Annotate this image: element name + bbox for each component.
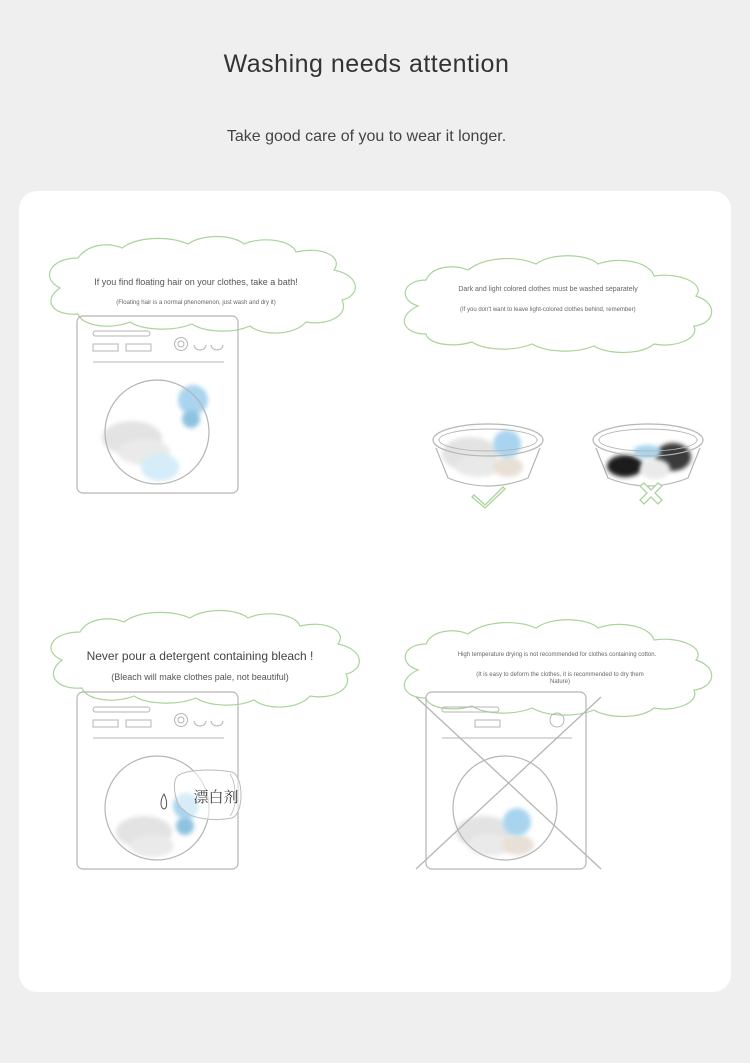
tip-4-main-text: High temperature drying is not recommended for clothes containing cotton. bbox=[457, 652, 657, 658]
tip-3-main-text: Never pour a detergent containing bleach ! bbox=[86, 649, 314, 663]
tip-1-note-text: (Floating hair is a normal phenomenon, just wash and dry it) bbox=[116, 300, 276, 306]
bleach-bottle-label: 漂白剂 bbox=[193, 788, 239, 806]
page-title: Washing needs attention bbox=[223, 50, 510, 78]
tip-2-note-text: (If you don't want to leave light-colored clothes behind, remember) bbox=[460, 307, 636, 313]
speech-cloud-4 bbox=[404, 620, 711, 717]
tip-4-note-text: (It is easy to deform the clothes, it is recommended to dry them Nature) bbox=[476, 672, 644, 685]
tip-1-main-text: If you find floating hair on your clothes, take a bath! bbox=[94, 277, 298, 287]
tip-3-note-text: (Bleach will make clothes pale, not beautiful) bbox=[111, 672, 289, 682]
tip-2-main-text: Dark and light colored clothes must be washed separately bbox=[458, 286, 638, 293]
page-subtitle: Take good care of you to wear it longer. bbox=[226, 128, 507, 145]
